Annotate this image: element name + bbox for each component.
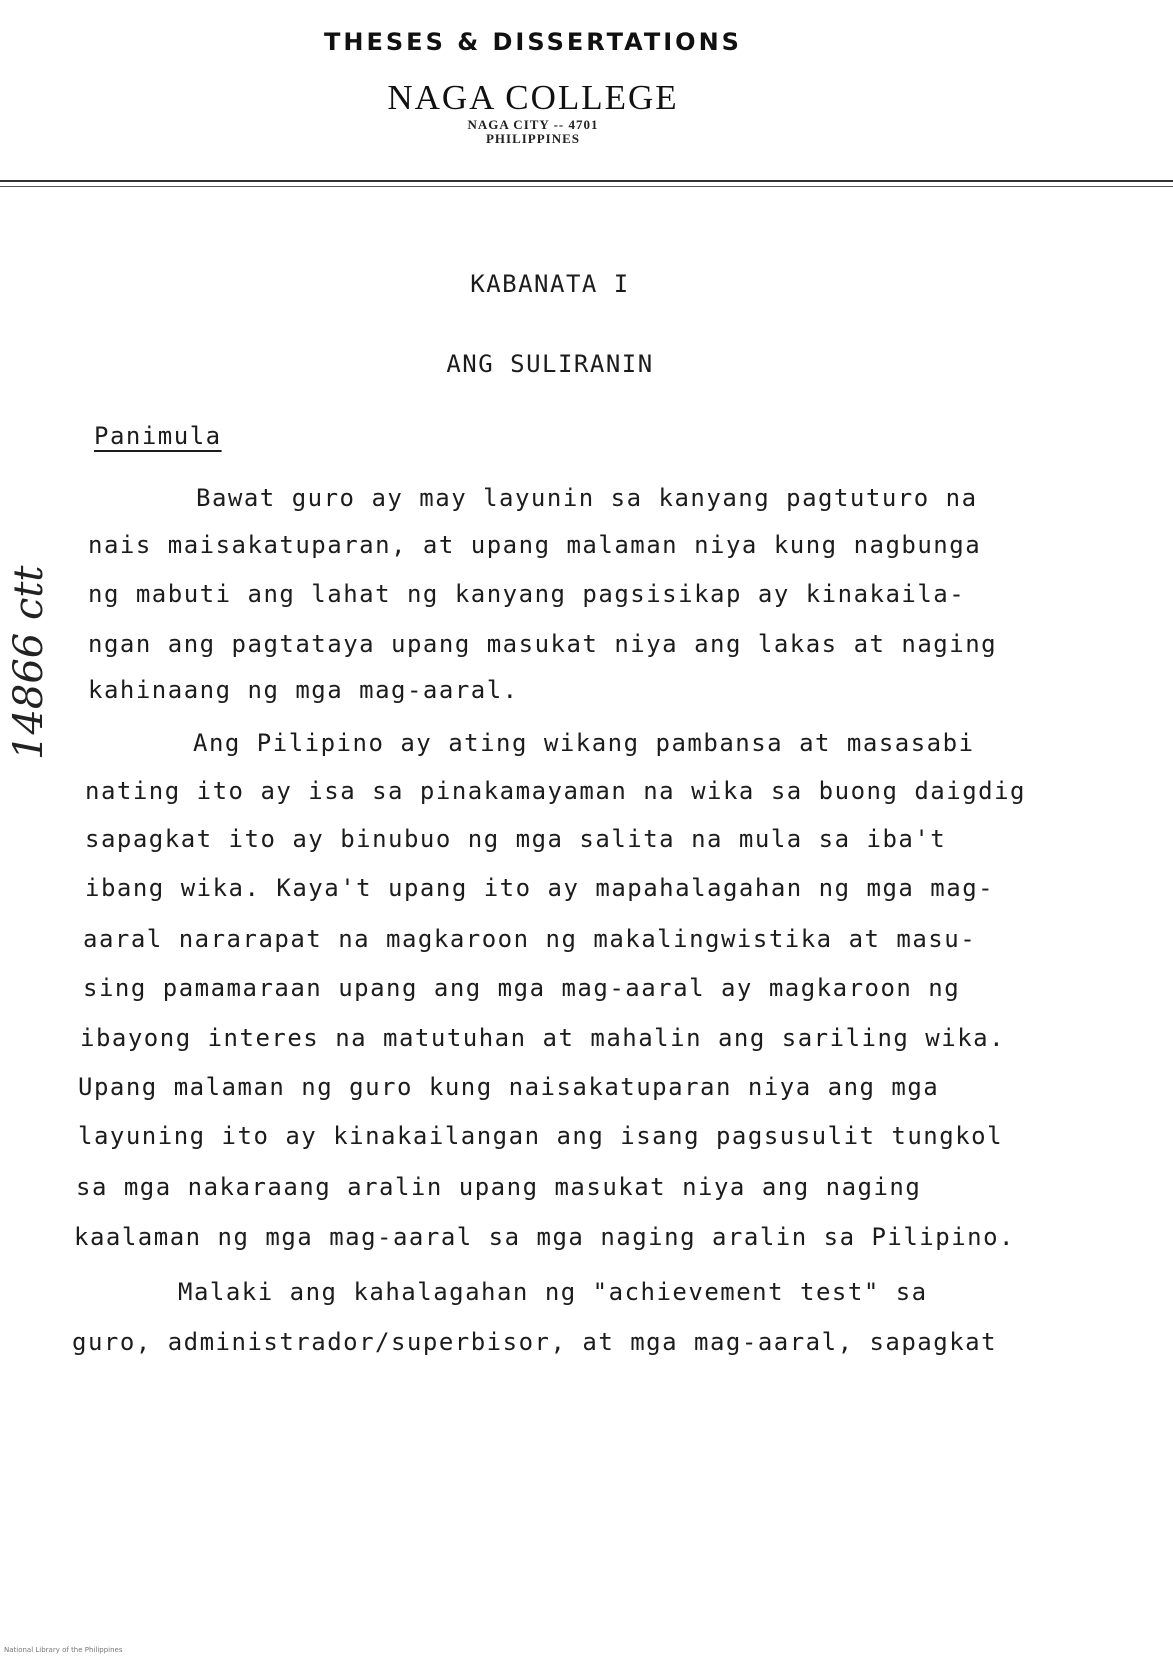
body-line: Upang malaman ng guro kung naisakatuparan niya ang mga xyxy=(78,1073,940,1101)
chapter-subtitle: ANG SULIRANIN xyxy=(446,350,654,378)
body-line: ibayong interes na matutuhan at mahalin ang sariling wika. xyxy=(80,1024,1006,1052)
body-line: ngan ang pagtataya upang masukat niya ang lakas at naging xyxy=(88,630,998,658)
chapter-title: KABANATA I xyxy=(470,270,630,298)
college-country: PHILIPPINES xyxy=(485,131,581,146)
body-line: nais maisakatuparan, at upang malaman niya kung nagbunga xyxy=(88,531,982,559)
college-name: NAGA COLLEGE xyxy=(387,78,679,117)
handwritten-margin-note: 14866 ctt xyxy=(6,565,52,760)
body-line: guro, administrador/superbisor, at mga mag-aaral, sapagkat xyxy=(72,1328,998,1356)
header-rule-thin xyxy=(0,186,1173,187)
body-line: sing pamamaraan upang ang mga mag-aaral ay magkaroon ng xyxy=(83,974,961,1002)
body-line: nating ito ay isa sa pinakamayaman na wika sa buong daigdig xyxy=(85,777,1027,805)
footer-credit: National Library of the Philippines xyxy=(4,1646,123,1654)
body-line: ng mabuti ang lahat ng kanyang pagsisikap ay kinakaila- xyxy=(88,580,966,608)
header-rule xyxy=(0,180,1173,182)
body-line: Bawat guro ay may layunin sa kanyang pagtuturo na xyxy=(196,484,978,512)
body-line: kaalaman ng mga mag-aaral sa mga naging aralin sa Pilipino. xyxy=(74,1223,1016,1251)
body-line: aaral nararapat na magkaroon ng makalingwistika at masu- xyxy=(83,925,977,953)
body-line: Ang Pilipino ay ating wikang pambansa at masasabi xyxy=(193,729,975,757)
body-line: Malaki ang kahalagahan ng "achievement test" sa xyxy=(178,1278,928,1306)
body-line: sapagkat ito ay binubuo ng mga salita na mula sa iba't xyxy=(85,825,947,853)
body-line: layuning ito ay kinakailangan ang isang pagsusulit tungkol xyxy=(78,1122,1004,1150)
theses-stamp: THESES & DISSERTATIONS xyxy=(324,28,742,56)
section-heading: Panimula xyxy=(94,422,222,450)
body-line: sa mga nakaraang aralin upang masukat niya ang naging xyxy=(76,1173,922,1201)
college-city: NAGA CITY -- 4701 xyxy=(467,117,599,132)
body-line: kahinaang ng mga mag-aaral. xyxy=(88,676,519,704)
body-line: ibang wika. Kaya't upang ito ay mapahalagahan ng mga mag- xyxy=(85,874,995,902)
